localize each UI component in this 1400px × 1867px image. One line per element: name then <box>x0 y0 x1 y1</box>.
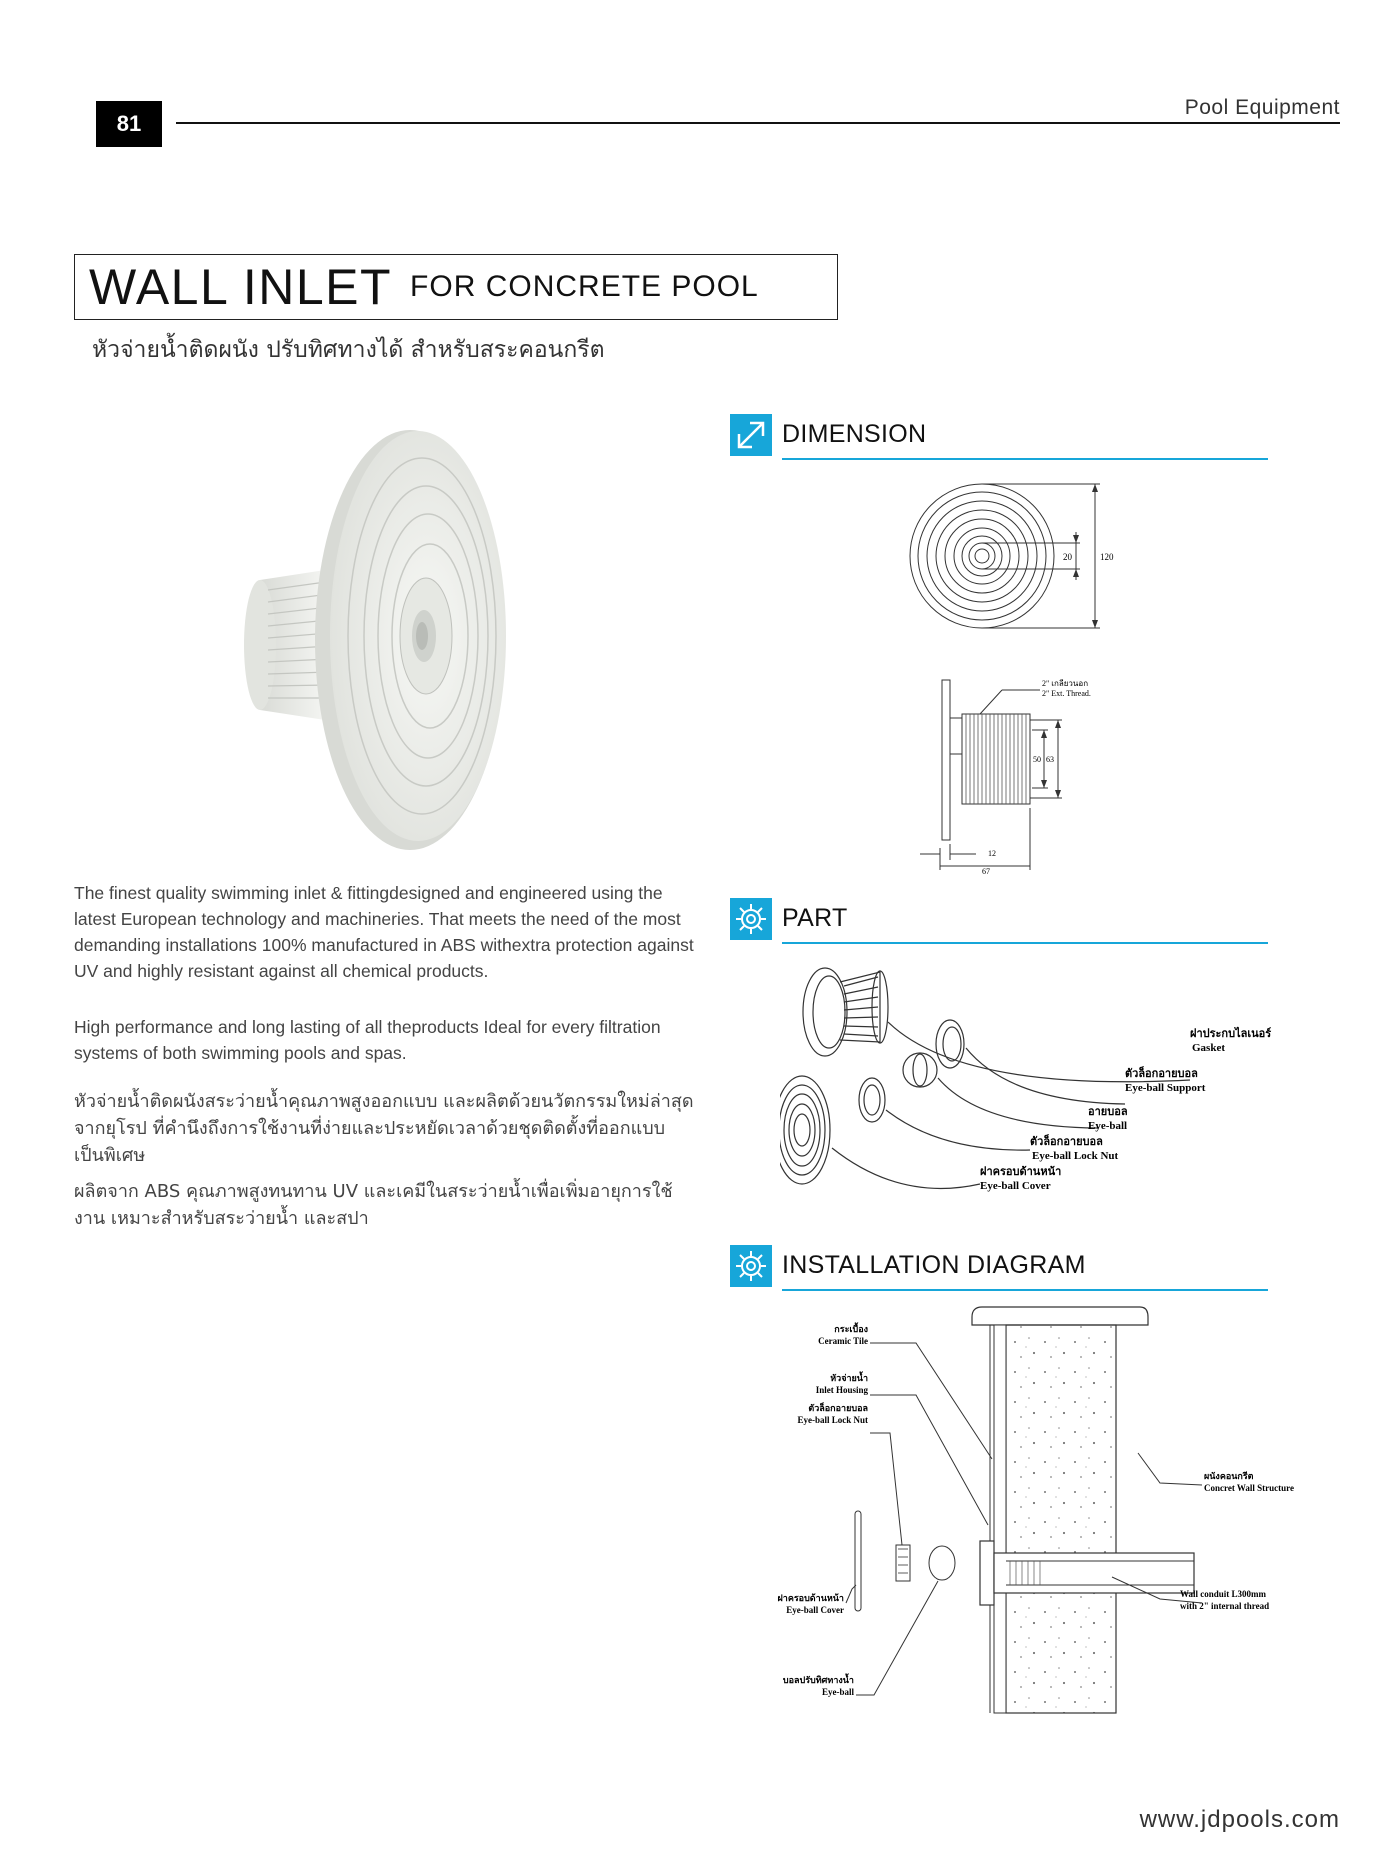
gear-icon <box>730 898 772 940</box>
part-support-th: ตัวล็อกอายบอล <box>1125 1068 1198 1080</box>
ceramic-label-en: Ceramic Tile <box>818 1336 868 1346</box>
wall-label-th: ผนังคอนกรีต <box>1204 1471 1254 1481</box>
page-subtitle: FOR CONCRETE POOL <box>410 270 759 303</box>
side-outer-dim: 63 <box>1046 755 1054 764</box>
locknut-label-en: Eye-ball Lock Nut <box>797 1415 868 1425</box>
flange-dim: 12 <box>988 849 996 858</box>
resize-arrow-icon <box>730 414 772 456</box>
exploded-parts-diagram <box>780 962 1320 1212</box>
installation-diagram <box>740 1305 1320 1715</box>
dimension-front-view <box>900 480 1120 640</box>
housing-label-en: Inlet Housing <box>815 1385 868 1395</box>
description-th-1: หัวจ่ายน้ำติดผนังสระว่ายน้ำคุณภาพสูงออกแบบ และผลิตด้วยนวัตกรรมใหม่ล่าสุดจากยุโรป ที่คำนึงถึงการใช้งานที่ง่ายและประหยัดเวลาด้วยชุดติดตั้งที่ออกแบบเป็นพิเศษ <box>74 1091 694 1166</box>
eyeball-label-en: Eye-ball <box>821 1687 854 1697</box>
part-gasket-en: Gasket <box>1192 1042 1225 1054</box>
section-label: Pool Equipment <box>1184 96 1340 119</box>
dimension-header <box>730 414 1268 460</box>
title-box <box>74 254 838 320</box>
part-eyeball-th: อายบอล <box>1088 1106 1128 1118</box>
conduit-label-1: Wall conduit L300mm <box>1180 1589 1267 1599</box>
dimension-side-view <box>910 678 1150 874</box>
description-en-1: The finest quality swimming inlet & fittingdesigned and engineered using the latest European technology and machineries. That meets the need of the most demanding installations 100% manufactured in ABS withextra protection against UV and highly resistant against all chemical products. <box>74 883 694 981</box>
housing-label-th: หัวจ่ายน้ำ <box>830 1373 868 1383</box>
cover-label-en: Eye-ball Cover <box>786 1605 844 1615</box>
conduit-label-2: with 2" internal thread <box>1180 1601 1270 1611</box>
part-cover-en: Eye-ball Cover <box>980 1180 1051 1192</box>
side-inner-dim: 50 <box>1033 755 1041 764</box>
thread-label-th: 2" เกลียวนอก <box>1042 679 1089 688</box>
installation-header <box>730 1245 1268 1291</box>
page-number: 81 <box>96 101 162 147</box>
part-header <box>730 898 1268 944</box>
part-support-en: Eye-ball Support <box>1125 1082 1206 1094</box>
front-inner-dim: 20 <box>1063 552 1072 562</box>
thai-subtitle: หัวจ่ายน้ำติดผนัง ปรับทิศทางได้ สำหรับสระคอนกรีต <box>92 337 605 363</box>
dimension-heading: DIMENSION <box>782 420 927 448</box>
eyeball-label-th: บอลปรับทิศทางน้ำ <box>782 1675 854 1685</box>
part-heading: PART <box>782 904 848 932</box>
part-cover-th: ฝาครอบด้านหน้า <box>980 1166 1062 1178</box>
cover-label-th: ฝาครอบด้านหน้า <box>777 1593 844 1603</box>
wall-label-en: Concret Wall Structure <box>1204 1483 1294 1493</box>
locknut-label-th: ตัวล็อกอายบอล <box>808 1403 868 1413</box>
thread-label-en: 2" Ext. Thread. <box>1042 689 1091 698</box>
part-locknut-en: Eye-ball Lock Nut <box>1032 1150 1119 1162</box>
ceramic-label-th: กระเบื้อง <box>834 1324 868 1334</box>
part-eyeball-en: Eye-ball <box>1088 1120 1128 1132</box>
front-outer-dim: 120 <box>1100 552 1114 562</box>
part-locknut-th: ตัวล็อกอายบอล <box>1030 1136 1103 1148</box>
description-th-2: ผลิตจาก ABS คุณภาพสูงทนทาน UV และเคมีในสระว่ายน้ำเพื่อเพิ่มอายุการใช้งาน เหมาะสำหรับสระว่ายน้ำ และสปา <box>74 1181 673 1229</box>
product-photo <box>240 430 520 850</box>
installation-heading: INSTALLATION DIAGRAM <box>782 1251 1086 1279</box>
part-gasket-th: ฝาประกบไลเนอร์ <box>1190 1028 1272 1040</box>
gear-icon <box>730 1245 772 1287</box>
footer-url: www.jdpools.com <box>1139 1806 1340 1833</box>
description-en-2: High performance and long lasting of all theproducts Ideal for every filtration systems of both swimming pools and spas. <box>74 1017 661 1063</box>
page-title: WALL INLET <box>89 259 393 315</box>
length-dim: 67 <box>982 867 990 874</box>
header-rule <box>176 122 1340 124</box>
